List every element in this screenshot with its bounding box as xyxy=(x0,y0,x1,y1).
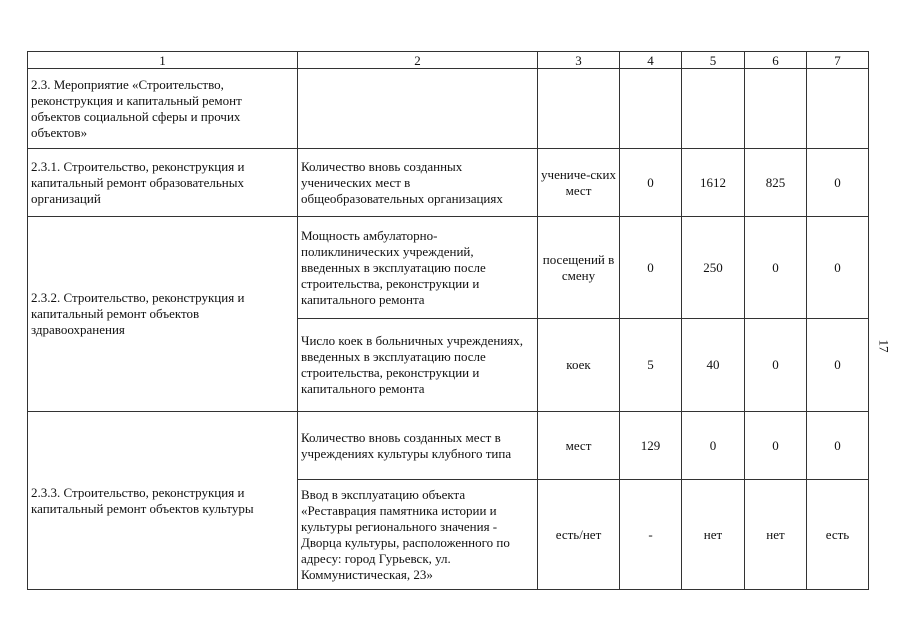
value-cell: 5 xyxy=(620,319,682,412)
header-col-6: 6 xyxy=(745,52,807,69)
value-cell: 0 xyxy=(745,217,807,319)
header-row xyxy=(28,52,869,69)
value-cell: 250 xyxy=(682,217,745,319)
measure-cell: 2.3. Мероприятие «Строительство, реконструкция и капитальный ремонт объектов социальной сферы и прочих объектов» xyxy=(28,69,298,149)
value-cell: 0 xyxy=(807,412,869,480)
indicator-cell: Количество вновь созданных мест в учреждениях культуры клубного типа xyxy=(298,412,538,480)
value-cell: нет xyxy=(682,480,745,590)
header-col-1: 1 xyxy=(28,52,298,69)
table-row xyxy=(28,149,869,217)
indicators-table xyxy=(27,51,869,590)
page-number: 17 xyxy=(876,339,892,353)
value-cell: 825 xyxy=(745,149,807,217)
table-row xyxy=(28,217,869,319)
value-cell: нет xyxy=(745,480,807,590)
indicator-cell: Число коек в больничных учреждениях, введенных в эксплуатацию после строительства, реконструкции и капитального ремонта xyxy=(298,319,538,412)
value-cell: 0 xyxy=(682,412,745,480)
value-cell xyxy=(807,69,869,149)
value-cell xyxy=(620,69,682,149)
value-cell: 0 xyxy=(807,217,869,319)
measure-cell: 2.3.1. Строительство, реконструкция и капитальный ремонт образовательных организаций xyxy=(28,149,298,217)
header-col-2: 2 xyxy=(298,52,538,69)
indicator-cell: Количество вновь созданных ученических мест в общеобразовательных организациях xyxy=(298,149,538,217)
header-col-5: 5 xyxy=(682,52,745,69)
value-cell: 0 xyxy=(745,319,807,412)
header-col-4: 4 xyxy=(620,52,682,69)
indicator-cell: Мощность амбулаторно-поликлинических учреждений, введенных в эксплуатацию после строительства, реконструкции и капитального ремонта xyxy=(298,217,538,319)
unit-cell: коек xyxy=(538,319,620,412)
table-row xyxy=(28,69,869,149)
value-cell: 0 xyxy=(807,149,869,217)
measure-cell: 2.3.2. Строительство, реконструкция и капитальный ремонт объектов здравоохранения xyxy=(28,217,298,412)
unit-cell xyxy=(538,69,620,149)
value-cell: 129 xyxy=(620,412,682,480)
value-cell: есть xyxy=(807,480,869,590)
unit-cell: есть/нет xyxy=(538,480,620,590)
value-cell: 0 xyxy=(745,412,807,480)
value-cell: 40 xyxy=(682,319,745,412)
header-col-3: 3 xyxy=(538,52,620,69)
header-col-7: 7 xyxy=(807,52,869,69)
value-cell: 0 xyxy=(807,319,869,412)
value-cell xyxy=(682,69,745,149)
table-row xyxy=(28,412,869,480)
unit-cell: учениче-ских мест xyxy=(538,149,620,217)
measure-cell: 2.3.3. Строительство, реконструкция и капитальный ремонт объектов культуры xyxy=(28,412,298,590)
value-cell: 1612 xyxy=(682,149,745,217)
indicator-cell: Ввод в эксплуатацию объекта «Реставрация памятника истории и культуры регионального значения - Дворца культуры, расположенного по адресу: город Гурьевск, ул. Коммунистическая, 23» xyxy=(298,480,538,590)
value-cell: - xyxy=(620,480,682,590)
unit-cell: мест xyxy=(538,412,620,480)
indicator-cell xyxy=(298,69,538,149)
unit-cell: посещений в смену xyxy=(538,217,620,319)
value-cell: 0 xyxy=(620,217,682,319)
value-cell: 0 xyxy=(620,149,682,217)
value-cell xyxy=(745,69,807,149)
